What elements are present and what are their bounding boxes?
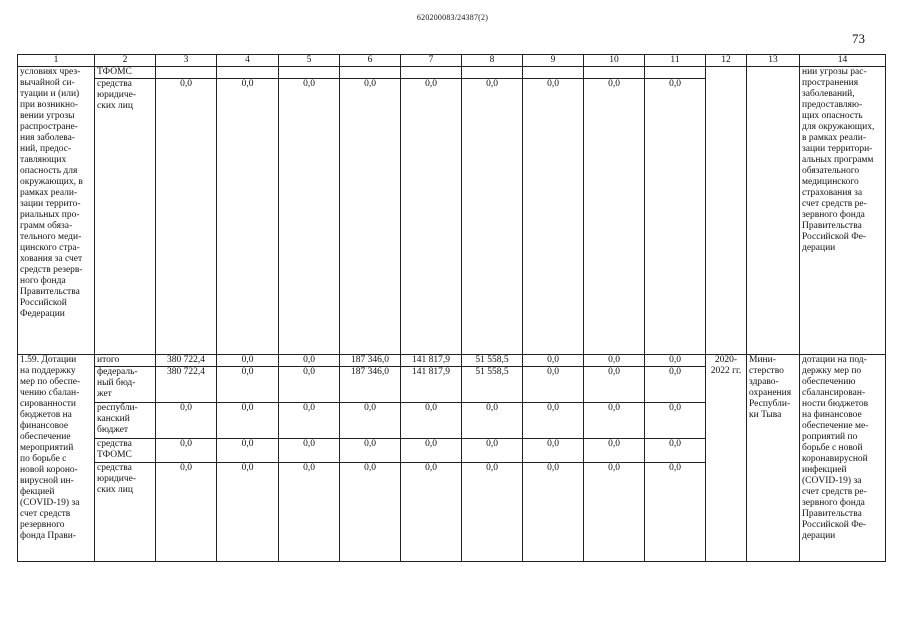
period-cell: 2020- 2022 гг.: [706, 355, 747, 562]
value-cell: 0,0: [217, 463, 279, 562]
table-row: [18, 355, 886, 367]
value-cell: 187 346,0: [340, 355, 401, 367]
column-number: 3: [156, 55, 217, 67]
value-cell: 0,0: [279, 463, 340, 562]
value-cell: 0,0: [523, 79, 584, 355]
funding-source: итого: [95, 355, 156, 367]
executor-cell: Мини- стерство здраво- охранения Республи- ки Тыва: [747, 355, 800, 562]
column-number: 8: [462, 55, 523, 67]
column-number: 7: [401, 55, 462, 67]
value-cell: 0,0: [217, 403, 279, 439]
value-cell: 141 817,9: [401, 355, 462, 367]
executor-cell: [747, 67, 800, 355]
value-cell: [645, 67, 706, 79]
value-cell: 0,0: [584, 355, 645, 367]
value-cell: [462, 67, 523, 79]
value-cell: 0,0: [217, 439, 279, 463]
value-cell: 0,0: [340, 439, 401, 463]
value-cell: 0,0: [645, 463, 706, 562]
value-cell: 0,0: [217, 79, 279, 355]
value-cell: 0,0: [645, 367, 706, 403]
measure-name: 1.59. Дотации на поддержку мер по обеспе- чению сбалан- сированности бюджетов на финансовое обеспечение мероприятий по борьбе с новой короно- вирусной ин- фекцией (COVID-19) за счет средств резервного фонда Прави-: [18, 355, 95, 562]
value-cell: [217, 67, 279, 79]
value-cell: 0,0: [523, 355, 584, 367]
value-cell: [156, 67, 217, 79]
value-cell: 141 817,9: [401, 367, 462, 403]
column-number: 6: [340, 55, 401, 67]
value-cell: 0,0: [340, 79, 401, 355]
value-cell: 0,0: [156, 439, 217, 463]
value-cell: 0,0: [462, 403, 523, 439]
value-cell: 0,0: [523, 367, 584, 403]
value-cell: 0,0: [584, 403, 645, 439]
value-cell: [279, 67, 340, 79]
column-number: 9: [523, 55, 584, 67]
value-cell: 0,0: [645, 355, 706, 367]
value-cell: 0,0: [217, 367, 279, 403]
value-cell: 0,0: [156, 463, 217, 562]
value-cell: 0,0: [523, 403, 584, 439]
value-cell: 0,0: [279, 439, 340, 463]
value-cell: 51 558,5: [462, 355, 523, 367]
value-cell: 0,0: [340, 463, 401, 562]
funding-source: ТФОМС: [95, 67, 156, 79]
value-cell: 0,0: [584, 79, 645, 355]
value-cell: 0,0: [401, 463, 462, 562]
funding-source: средства юридиче- ских лиц: [95, 463, 156, 562]
column-number: 11: [645, 55, 706, 67]
column-number: 5: [279, 55, 340, 67]
page-number: 73: [852, 31, 865, 46]
column-number: 12: [706, 55, 747, 67]
budget-table: [17, 54, 886, 562]
measure-description: нии угрозы рас- пространения заболеваний, предоставляю- щих опасность для окружающих, в рамках реали- зации территори- альных программ обязательного медицинского страхования за счет средств ре- зервного фонда Правительства Российской Фе- дерации: [800, 67, 886, 355]
value-cell: [340, 67, 401, 79]
value-cell: 0,0: [340, 403, 401, 439]
measure-description: дотации на под- держку мер по обеспечению сбалансирован- ности бюджетов на финансовое обеспечение ме- роприятий по борьбе с новой коронавирусной инфекцией (COVID-19) за счет средств ре- зервного фонда Правительства Российской Фе- дерации: [800, 355, 886, 562]
value-cell: 0,0: [279, 403, 340, 439]
value-cell: [401, 67, 462, 79]
funding-source: средства ТФОМС: [95, 439, 156, 463]
value-cell: [523, 67, 584, 79]
value-cell: 187 346,0: [340, 367, 401, 403]
column-number: 10: [584, 55, 645, 67]
table-row: [18, 67, 886, 79]
value-cell: 0,0: [401, 403, 462, 439]
value-cell: 0,0: [645, 79, 706, 355]
value-cell: 0,0: [462, 79, 523, 355]
value-cell: 0,0: [584, 463, 645, 562]
column-number: 14: [800, 55, 886, 67]
document-code: 620200083/24387(2): [416, 13, 489, 22]
column-number: 4: [217, 55, 279, 67]
funding-source: федераль- ный бюд- жет: [95, 367, 156, 403]
value-cell: 380 722,4: [156, 355, 217, 367]
value-cell: 0,0: [156, 403, 217, 439]
value-cell: 0,0: [645, 439, 706, 463]
value-cell: 0,0: [156, 79, 217, 355]
value-cell: 0,0: [645, 403, 706, 439]
value-cell: 0,0: [401, 439, 462, 463]
funding-source: средства юридиче- ских лиц: [95, 79, 156, 355]
value-cell: 0,0: [401, 79, 462, 355]
value-cell: 380 722,4: [156, 367, 217, 403]
value-cell: [584, 67, 645, 79]
column-number-row: [18, 55, 886, 67]
value-cell: 0,0: [584, 439, 645, 463]
value-cell: 0,0: [523, 439, 584, 463]
column-number: 1: [18, 55, 95, 67]
value-cell: 0,0: [462, 463, 523, 562]
column-number: 13: [747, 55, 800, 67]
value-cell: 0,0: [279, 79, 340, 355]
funding-source: республи- канский бюджет: [95, 403, 156, 439]
value-cell: 0,0: [279, 367, 340, 403]
column-number: 2: [95, 55, 156, 67]
measure-name: условиях чрез- вычайной си- туации и (или) при возникно- вении угрозы распростране- ния заболева- ний, предос- тавляющих опасность для окружающих, в рамках реали- зации террито- риальных про- грамм обяза- тельного меди- цинского стра- хования за счет средств резерв- ного фонда Правительства Российской Федерации: [18, 67, 95, 355]
value-cell: 0,0: [462, 439, 523, 463]
period-cell: [706, 67, 747, 355]
value-cell: 0,0: [217, 355, 279, 367]
value-cell: 51 558,5: [462, 367, 523, 403]
value-cell: 0,0: [584, 367, 645, 403]
value-cell: 0,0: [523, 463, 584, 562]
value-cell: 0,0: [279, 355, 340, 367]
